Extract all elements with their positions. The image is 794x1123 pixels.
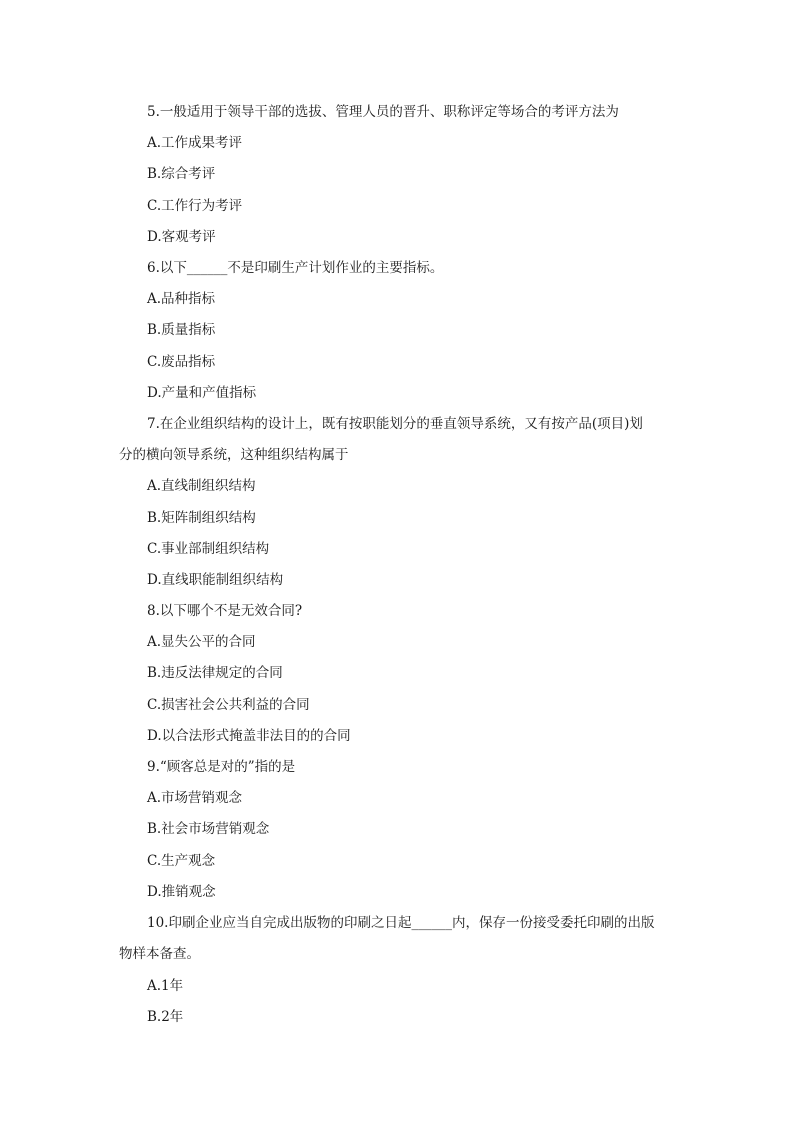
question-6-option-d: D.产量和产值指标 bbox=[147, 385, 257, 401]
question-7-option-d: D.直线职能制组织结构 bbox=[147, 572, 284, 588]
question-7-stem: 7.在企业组织结构的设计上，既有按职能划分的垂直领导系统，又有按产品(项目)划 bbox=[147, 416, 643, 432]
question-9-option-c: C.生产观念 bbox=[147, 853, 216, 869]
question-10-stem-continued: 物样本备查。 bbox=[119, 946, 200, 962]
question-10-option-a: A.1年 bbox=[147, 978, 184, 994]
question-5-option-b: B.综合考评 bbox=[147, 166, 216, 182]
question-9-option-a: A.市场营销观念 bbox=[147, 790, 243, 806]
question-8-option-c: C.损害社会公共利益的合同 bbox=[147, 697, 310, 713]
question-7-option-c: C.事业部制组织结构 bbox=[147, 541, 270, 557]
question-6-option-b: B.质量指标 bbox=[147, 322, 216, 338]
question-5-option-c: C.工作行为考评 bbox=[147, 198, 243, 214]
question-10-option-b: B.2年 bbox=[147, 1009, 184, 1025]
question-5-option-d: D.客观考评 bbox=[147, 229, 216, 245]
question-5-stem: 5.一般适用于领导干部的选拔、管理人员的晋升、职称评定等场合的考评方法为 bbox=[147, 104, 619, 120]
question-5-option-a: A.工作成果考评 bbox=[147, 135, 243, 151]
question-6-option-c: C.废品指标 bbox=[147, 354, 216, 370]
question-7-stem-continued: 分的横向领导系统，这种组织结构属于 bbox=[119, 447, 349, 463]
question-7-option-a: A.直线制组织结构 bbox=[147, 478, 256, 494]
question-9-option-d: D.推销观念 bbox=[147, 884, 216, 900]
question-8-option-a: A.显失公平的合同 bbox=[147, 634, 256, 650]
question-6-stem: 6.以下______不是印刷生产计划作业的主要指标。 bbox=[147, 260, 444, 276]
question-9-option-b: B.社会市场营销观念 bbox=[147, 821, 270, 837]
question-8-option-d: D.以合法形式掩盖非法目的的合同 bbox=[147, 728, 351, 744]
question-9-stem: 9.“顾客总是对的”指的是 bbox=[147, 759, 296, 775]
question-7-option-b: B.矩阵制组织结构 bbox=[147, 510, 256, 526]
question-8-option-b: B.违反法律规定的合同 bbox=[147, 665, 283, 681]
question-10-stem: 10.印刷企业应当自完成出版物的印刷之日起______内，保存一份接受委托印刷的出版 bbox=[147, 915, 655, 931]
question-8-stem: 8.以下哪个不是无效合同? bbox=[147, 603, 303, 619]
question-6-option-a: A.品种指标 bbox=[147, 291, 216, 307]
